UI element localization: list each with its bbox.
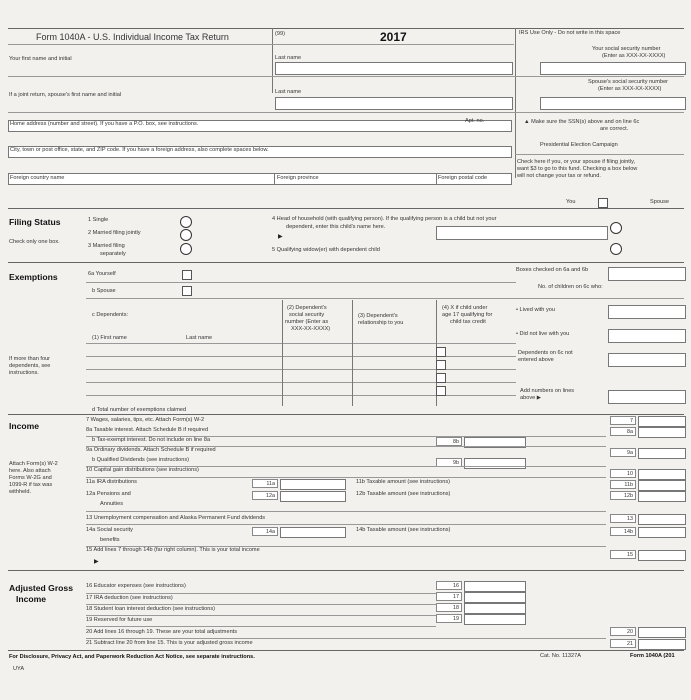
- line-20-field[interactable]: [638, 627, 686, 638]
- dep-col2-a: (2) Dependent's: [287, 305, 327, 311]
- filing-status-title: Filing Status: [9, 217, 61, 227]
- line-13-number: 13: [610, 514, 636, 523]
- dep-col2-b: social security: [289, 312, 325, 318]
- more-than-1: If more than four: [9, 356, 51, 362]
- line-9a-field[interactable]: [638, 448, 686, 459]
- attach-w2-2: here. Also attach: [9, 468, 51, 474]
- dep-col4-c: child tax credit: [450, 319, 486, 325]
- line-7-field[interactable]: [638, 416, 686, 427]
- agi-title-2: Income: [16, 594, 47, 604]
- add-numbers-2: above ▶: [520, 395, 542, 401]
- line-18-number: 18: [436, 603, 462, 612]
- line-20-number: 20: [610, 627, 636, 636]
- home-address-label: Home address (number and street). If you have a P.O. box, see instructions.: [10, 121, 199, 127]
- pec-you-label: You: [566, 199, 576, 205]
- first-name-label: Your first name and initial: [9, 56, 72, 62]
- dep1-ctc-checkbox[interactable]: [436, 347, 446, 357]
- line-21-number: 21: [610, 639, 636, 648]
- line-8b-number: 8b: [436, 437, 462, 446]
- dep-not-entered-field[interactable]: [608, 353, 686, 367]
- line-19-label: 19 Reserved for future use: [86, 617, 153, 623]
- line-16-number: 16: [436, 581, 462, 590]
- last-name-field[interactable]: [275, 62, 513, 75]
- attach-w2-3: Forms W-2G and: [9, 475, 52, 481]
- line-18-label: 18 Student loan interest deduction (see instructions): [86, 606, 216, 612]
- fs-hoh-label: 4 Head of household (with qualifying person). If the qualifying person is a child but not your: [272, 216, 497, 222]
- line-10-label: 10 Capital gain distributions (see instructions): [86, 467, 199, 473]
- more-than-3: instructions.: [9, 370, 39, 376]
- city-label: City, town or post office, state, and ZIP code. If you have a foreign address, also complete spaces below.: [10, 147, 269, 153]
- line-15-field[interactable]: [638, 550, 686, 561]
- line-12b-label: 12b Taxable amount (see instructions): [356, 491, 451, 497]
- line-13-field[interactable]: [638, 514, 686, 525]
- dep-col3-a: (3) Dependent's: [358, 313, 398, 319]
- hoh-arrow-icon: ▶: [278, 234, 283, 240]
- line-7-label: 7 Wages, salaries, tips, etc. Attach Form(s) W-2: [86, 417, 205, 423]
- spouse-last-name-field[interactable]: [275, 97, 513, 110]
- line-13-label: 13 Unemployment compensation and Alaska Permanent Fund dividends: [86, 515, 266, 521]
- line-12a-number: 12a: [252, 491, 278, 500]
- line-9a-label: 9a Ordinary dividends. Attach Schedule B if required: [86, 447, 216, 453]
- form-title: Form 1040A - U.S. Individual Income Tax Return: [36, 32, 229, 42]
- top-rule: [8, 28, 684, 29]
- ssn-field[interactable]: [540, 62, 686, 75]
- line-12a-label: 12a Pensions and: [86, 491, 131, 497]
- make-sure-2: are correct.: [600, 126, 629, 132]
- line-9b-label: b Qualified Dividends (see instructions): [92, 457, 190, 463]
- line-14a-label: 14a Social security: [86, 527, 133, 533]
- fs-qw-label: 5 Qualifying widow(er) with dependent child: [272, 247, 380, 253]
- line-14b-number: 14b: [610, 527, 636, 536]
- pec-text-2: want $3 to go to this fund. Checking a box below: [517, 166, 638, 172]
- line-15-label: 15 Add lines 7 through 14b (far right column). This is your total income: [86, 547, 260, 553]
- dep-not-entered-2: entered above: [518, 357, 554, 363]
- last-name-label: Last name: [275, 55, 302, 61]
- line-14a-field[interactable]: [280, 527, 346, 538]
- foreign-postal-label: Foreign postal code: [438, 175, 488, 181]
- ex-spouse-checkbox[interactable]: [182, 286, 192, 296]
- fs-mfs-label-2: separately: [100, 251, 126, 257]
- line-19-field[interactable]: [464, 614, 526, 625]
- pec-title: Presidential Election Campaign: [540, 142, 618, 148]
- dep3-ctc-checkbox[interactable]: [436, 373, 446, 383]
- fs-hoh-label-2: dependent, enter this child's name here.: [286, 224, 386, 230]
- dep2-ctc-checkbox[interactable]: [436, 360, 446, 370]
- line-17-field[interactable]: [464, 592, 526, 603]
- spouse-ssn-field[interactable]: [540, 97, 686, 110]
- uya-mark: UYA: [13, 666, 25, 672]
- line-8a-label: 8a Taxable interest. Attach Schedule B if required: [86, 427, 209, 433]
- fs-mfs-label: 3 Married filing: [88, 243, 125, 249]
- line-21-field[interactable]: [638, 639, 686, 650]
- make-sure-1: ▲ Make sure the SSN(s) above and on line 6c: [524, 119, 640, 125]
- lived-with-label: • Lived with you: [516, 307, 555, 313]
- hoh-child-name-field[interactable]: [436, 226, 608, 240]
- line-12b-field[interactable]: [638, 491, 686, 502]
- line-9a-number: 9a: [610, 448, 636, 457]
- line-20-label: 20 Add lines 16 through 19. These are your total adjustments: [86, 629, 238, 635]
- lived-with-field[interactable]: [608, 305, 686, 319]
- line-16-field[interactable]: [464, 581, 526, 592]
- apt-label: Apt. no.: [465, 118, 485, 124]
- dep-col1-last: Last name: [186, 335, 213, 341]
- cat-number: Cat. No. 11327A: [540, 653, 581, 659]
- did-not-live-field[interactable]: [608, 329, 686, 343]
- spouse-name-label: If a joint return, spouse's first name and initial: [9, 92, 122, 98]
- boxes-checked-label: Boxes checked on 6a and 6b: [516, 267, 589, 273]
- line-14b-label: 14b Taxable amount (see instructions): [356, 527, 451, 533]
- add-numbers-1: Add numbers on lines: [520, 388, 575, 394]
- dep4-ctc-checkbox[interactable]: [436, 386, 446, 396]
- boxes-checked-field[interactable]: [608, 267, 686, 281]
- attach-w2-1: Attach Form(s) W-2: [9, 461, 58, 467]
- fs-mfs-radio[interactable]: [180, 243, 192, 255]
- line-14a-number: 14a: [252, 527, 278, 536]
- ssn-format: (Enter as XXX-XX-XXXX): [602, 53, 666, 59]
- line-17-label: 17 IRA deduction (see instructions): [86, 595, 173, 601]
- fs-qw-radio[interactable]: [610, 243, 622, 255]
- line-18-field[interactable]: [464, 603, 526, 614]
- total-exemptions-field[interactable]: [608, 390, 686, 404]
- tax-year: 2017: [380, 30, 407, 44]
- pec-text-3: will not change your tax or refund.: [517, 173, 601, 179]
- form-code: (99): [275, 31, 285, 37]
- line-11b-label: 11b Taxable amount (see instructions): [356, 479, 451, 485]
- line-15-arrow-icon: ▶: [94, 559, 99, 565]
- line-8a-field[interactable]: [638, 427, 686, 438]
- fs-mfj-radio[interactable]: [180, 229, 192, 241]
- disclosure-notice: For Disclosure, Privacy Act, and Paperwork Reduction Act Notice, see separate instructions.: [9, 654, 255, 660]
- more-than-2: dependents, see: [9, 363, 51, 369]
- line-12a-field[interactable]: [280, 491, 346, 502]
- foreign-country-label: Foreign country name: [10, 175, 65, 181]
- line-11b-number: 11b: [610, 480, 636, 489]
- fs-mfj-label: 2 Married filing jointly: [88, 230, 141, 236]
- line-17-number: 17: [436, 592, 462, 601]
- line-21-label: 21 Subtract line 20 from line 15. This is your adjusted gross income: [86, 640, 253, 646]
- total-exemptions-label: d Total number of exemptions claimed: [92, 407, 187, 413]
- irs-use-only: IRS Use Only - Do not write in this space: [519, 30, 621, 36]
- dependents-label: c Dependents:: [92, 312, 129, 318]
- ex-spouse-label: b Spouse: [92, 288, 116, 294]
- did-not-live-label: • Did not live with you: [516, 331, 570, 337]
- fs-single-label: 1 Single: [88, 217, 109, 223]
- line-12b-number: 12b: [610, 491, 636, 500]
- line-11a-label: 11a IRA distributions: [86, 479, 137, 485]
- num-children-label: No. of children on 6c who:: [538, 284, 603, 290]
- line-14a-label-2: benefits: [100, 537, 120, 543]
- dep-col4-a: (4) X if child under: [442, 305, 488, 311]
- attach-w2-5: withheld.: [9, 489, 32, 495]
- check-only-one: Check only one box.: [9, 239, 60, 245]
- fs-hoh-radio[interactable]: [610, 222, 622, 234]
- dep-col2-d: XXX-XX-XXXX): [291, 326, 331, 332]
- line-12a-label-2: Annuities: [100, 501, 124, 507]
- income-title: Income: [9, 421, 40, 431]
- exemptions-title: Exemptions: [9, 272, 58, 282]
- spouse-ssn-label: Spouse's social security number: [588, 79, 669, 85]
- dep-col4-b: age 17 qualifying for: [442, 312, 493, 318]
- ssn-label: Your social security number: [592, 46, 661, 52]
- attach-w2-4: 1099-R if tax was: [9, 482, 53, 488]
- line-10-field[interactable]: [638, 469, 686, 480]
- line-7-number: 7: [610, 416, 636, 425]
- line-11a-number: 11a: [252, 479, 278, 488]
- ex-yourself-checkbox[interactable]: [182, 270, 192, 280]
- spouse-last-label: Last name: [275, 89, 302, 95]
- line-10-number: 10: [610, 469, 636, 478]
- spouse-ssn-format: (Enter as XXX-XX-XXXX): [598, 86, 662, 92]
- line-11b-field[interactable]: [638, 480, 686, 491]
- line-8a-number: 8a: [610, 427, 636, 436]
- agi-title-1: Adjusted Gross: [9, 583, 73, 593]
- dep-col3-b: relationship to you: [358, 320, 404, 326]
- line-9b-number: 9b: [436, 458, 462, 467]
- pec-text-1: Check here if you, or your spouse if filing jointly,: [517, 159, 636, 165]
- dep-col1-first: (1) First name: [92, 335, 127, 341]
- pec-spouse-label: Spouse: [650, 199, 669, 205]
- line-19-number: 19: [436, 614, 462, 623]
- line-9b-field[interactable]: [464, 458, 526, 469]
- line-14b-field[interactable]: [638, 527, 686, 538]
- dep-not-entered-1: Dependents on 6c not: [518, 350, 573, 356]
- fs-single-radio[interactable]: [180, 216, 192, 228]
- dep-col2-c: number (Enter as: [285, 319, 329, 325]
- line-8b-label: b Tax-exempt interest. Do not include on line 8a: [92, 437, 211, 443]
- line-16-label: 16 Educator expenses (see instructions): [86, 583, 186, 589]
- line-15-number: 15: [610, 550, 636, 559]
- line-11a-field[interactable]: [280, 479, 346, 490]
- form-id-footer: Form 1040A (201: [630, 653, 675, 659]
- foreign-province-label: Foreign province: [277, 175, 319, 181]
- ex-yourself-label: 6a Yourself: [88, 271, 116, 277]
- pec-you-checkbox[interactable]: [598, 198, 608, 208]
